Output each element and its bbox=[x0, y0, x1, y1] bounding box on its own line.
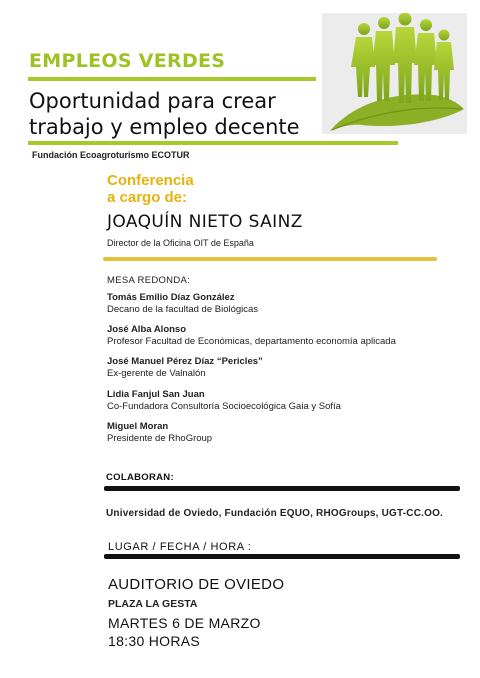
event-time: 18:30 HORAS bbox=[108, 633, 201, 649]
conference-label: Conferencia bbox=[107, 172, 194, 189]
participant-name: Tomás Emilio Díaz González bbox=[107, 292, 235, 303]
subtitle-line-2: trabajo y empleo decente bbox=[29, 115, 300, 139]
participant-name: Miguel Moran bbox=[107, 421, 169, 432]
participant-name: José Alba Alonso bbox=[107, 324, 187, 335]
speaker-name: JOAQUÍN NIETO SAINZ bbox=[107, 212, 303, 232]
event-place: PLAZA LA GESTA bbox=[108, 598, 198, 610]
event-venue: AUDITORIO DE OVIEDO bbox=[108, 576, 285, 593]
yellow-divider bbox=[103, 257, 437, 261]
participant-name: José Manuel Pérez Díaz “Pericles” bbox=[107, 356, 263, 367]
organizer: Fundación Ecoagroturismo ECOTUR bbox=[32, 150, 190, 160]
participant-role: Co-Fundadora Consultoría Socioecológica Gaia y Sofía bbox=[107, 401, 341, 412]
collaborators-list: Universidad de Oviedo, Fundación EQUO, RHOGroups, UGT-CC.OO. bbox=[106, 508, 444, 519]
participant-name: Lidia Fanjul San Juan bbox=[107, 389, 205, 400]
black-divider bbox=[104, 554, 460, 559]
participant-role: Decano de la facultad de Biológicas bbox=[107, 304, 259, 315]
participant-role: Profesor Facultad de Económicas, departamento economía aplicada bbox=[107, 336, 396, 347]
subtitle-line-1: Oportunidad para crear bbox=[29, 89, 276, 113]
people-on-leaf-icon bbox=[322, 13, 467, 134]
green-divider bbox=[28, 141, 398, 145]
event-heading: LUGAR / FECHA / HORA : bbox=[108, 541, 252, 553]
participant-role: Presidente de RhoGroup bbox=[107, 433, 213, 444]
round-table-heading: MESA REDONDA: bbox=[107, 275, 191, 286]
event-date: MARTES 6 DE MARZO bbox=[108, 615, 261, 631]
green-divider bbox=[28, 77, 316, 81]
conference-label: a cargo de: bbox=[107, 189, 188, 206]
black-divider bbox=[104, 486, 460, 491]
collaborators-heading: COLABORAN: bbox=[106, 472, 174, 483]
speaker-role: Director de la Oficina OIT de España bbox=[107, 238, 254, 248]
page-title: EMPLEOS VERDES bbox=[29, 50, 226, 72]
participant-role: Ex-gerente de Valnalón bbox=[107, 368, 206, 379]
